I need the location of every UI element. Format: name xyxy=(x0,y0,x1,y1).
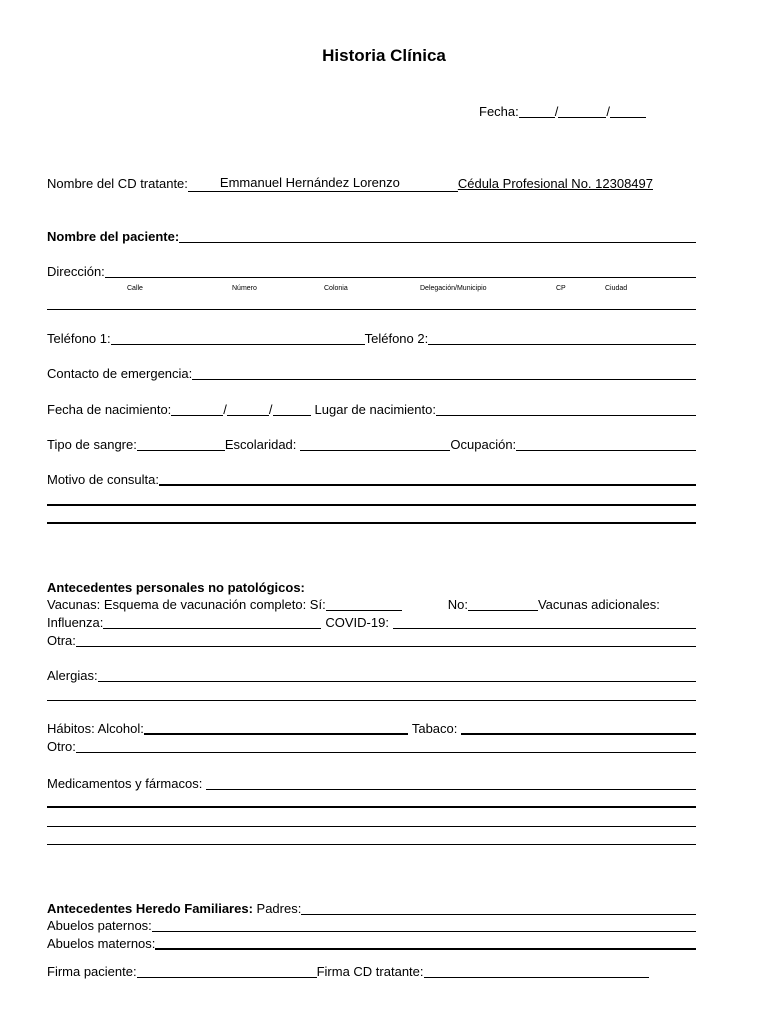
phone2-label: Teléfono 2: xyxy=(364,331,429,346)
reason-line-3[interactable] xyxy=(47,522,696,524)
blood-type-label: Tipo de sangre: xyxy=(47,437,137,452)
birth-separator: / xyxy=(268,402,273,417)
allergies-field[interactable] xyxy=(98,669,696,682)
vaccines-row xyxy=(47,597,696,613)
alcohol-label: Hábitos: Alcohol: xyxy=(47,721,144,736)
address-sub-zip: CP xyxy=(556,285,566,292)
habits-row xyxy=(47,721,696,737)
allergies-row xyxy=(47,668,696,684)
dentist-signature-field[interactable] xyxy=(424,965,649,978)
covid-field[interactable] xyxy=(393,616,696,629)
birthplace-field[interactable] xyxy=(436,403,696,416)
dentist-label: Nombre del CD tratante: xyxy=(47,176,188,191)
patient-name-row xyxy=(47,229,696,245)
reason-field[interactable] xyxy=(159,472,696,486)
date-day-field[interactable] xyxy=(519,105,555,118)
covid-label: COVID-19: xyxy=(325,615,389,630)
medications-line-2[interactable] xyxy=(47,806,696,808)
signatures-row xyxy=(47,964,649,980)
paternal-grandparents-field[interactable] xyxy=(152,919,696,932)
paternal-grandparents-row xyxy=(47,918,696,934)
birthdate-label: Fecha de nacimiento: xyxy=(47,402,172,417)
other-vaccine-field[interactable] xyxy=(76,634,696,647)
blood-type-field[interactable] xyxy=(137,438,225,451)
influenza-label: Influenza: xyxy=(47,615,104,630)
emergency-field[interactable] xyxy=(192,367,696,380)
medications-row xyxy=(47,776,696,792)
dentist-signature-label: Firma CD tratante: xyxy=(316,964,424,979)
birthplace-label: Lugar de nacimiento: xyxy=(314,402,436,417)
phone2-field[interactable] xyxy=(428,332,696,345)
license-number: Cédula Profesional No. 12308497 xyxy=(457,176,653,191)
family-history-heading: Antecedentes Heredo Familiares: xyxy=(47,901,253,916)
birth-day-field[interactable] xyxy=(171,403,223,416)
non-pathological-heading: Antecedentes personales no patológicos: xyxy=(47,580,305,595)
patient-signature-field[interactable] xyxy=(137,965,317,978)
reason-label: Motivo de consulta: xyxy=(47,472,160,487)
emergency-row xyxy=(47,366,696,382)
education-field[interactable] xyxy=(300,438,450,451)
date-row xyxy=(479,104,679,120)
occupation-field[interactable] xyxy=(516,438,696,451)
vaccines-label: Vacunas: Esquema de vacunación completo: Sí: xyxy=(47,597,326,612)
address-line-2[interactable] xyxy=(47,309,696,310)
address-sub-municipality: Delegación/Municipio xyxy=(420,285,487,292)
medications-field[interactable] xyxy=(206,777,696,790)
phone-row xyxy=(47,331,696,347)
medications-label: Medicamentos y fármacos: xyxy=(47,776,203,791)
tobacco-label: Tabaco: xyxy=(411,721,458,736)
birth-year-field[interactable] xyxy=(273,403,311,416)
date-label: Fecha: xyxy=(479,104,519,119)
other-habit-row xyxy=(47,739,696,755)
address-sub-city: Ciudad xyxy=(605,285,628,292)
phone1-label: Teléfono 1: xyxy=(47,331,111,346)
vaccines-no-field[interactable] xyxy=(468,598,538,611)
maternal-grandparents-field[interactable] xyxy=(155,936,696,950)
date-month-field[interactable] xyxy=(558,105,606,118)
other-vaccine-row xyxy=(47,633,696,649)
maternal-grandparents-label: Abuelos maternos: xyxy=(47,936,156,951)
birth-row xyxy=(47,402,696,418)
dentist-row xyxy=(47,175,696,192)
non-pathological-heading-row xyxy=(47,580,696,596)
date-year-field[interactable] xyxy=(610,105,646,118)
patient-name-field[interactable] xyxy=(179,230,696,243)
emergency-label: Contacto de emergencia: xyxy=(47,366,193,381)
other-habit-label: Otro: xyxy=(47,739,76,754)
vaccines-no-label: No: xyxy=(447,597,468,612)
other-habit-field[interactable] xyxy=(76,740,696,753)
address-sub-neighborhood: Colonia xyxy=(324,285,348,292)
allergies-line-2[interactable] xyxy=(47,700,696,701)
additional-vaccines-label: Vacunas adicionales: xyxy=(537,597,660,612)
alcohol-field[interactable] xyxy=(144,721,408,735)
other-vaccine-label: Otra: xyxy=(47,633,76,648)
address-row xyxy=(47,264,696,280)
birth-separator: / xyxy=(223,402,227,417)
date-separator: / xyxy=(606,104,610,119)
reason-row xyxy=(47,472,696,488)
address-label: Dirección: xyxy=(47,264,105,279)
medications-line-4[interactable] xyxy=(47,844,696,845)
vaccines-yes-field[interactable] xyxy=(326,598,402,611)
influenza-field[interactable] xyxy=(103,616,321,629)
paternal-grandparents-label: Abuelos paternos: xyxy=(47,918,152,933)
maternal-grandparents-row xyxy=(47,936,696,952)
patient-name-label: Nombre del paciente: xyxy=(47,229,180,244)
allergies-label: Alergias: xyxy=(47,668,98,683)
dentist-name: Emmanuel Hernández Lorenzo xyxy=(188,175,458,192)
occupation-label: Ocupación: xyxy=(450,437,517,452)
birth-month-field[interactable] xyxy=(227,403,269,416)
phone1-field[interactable] xyxy=(111,332,365,345)
reason-line-2[interactable] xyxy=(47,504,696,506)
medications-line-3[interactable] xyxy=(47,826,696,827)
parents-field[interactable] xyxy=(301,902,696,915)
patient-signature-label: Firma paciente: xyxy=(47,964,137,979)
education-label: Escolaridad: xyxy=(224,437,297,452)
page-title: Historia Clínica xyxy=(322,46,446,65)
tobacco-field[interactable] xyxy=(461,721,696,735)
parents-label: Padres: xyxy=(252,901,302,916)
personal-data-row xyxy=(47,437,696,453)
address-sub-street: Calle xyxy=(127,285,143,292)
influenza-row xyxy=(47,615,696,631)
family-history-row xyxy=(47,901,696,917)
address-sub-number: Número xyxy=(232,285,257,292)
date-separator: / xyxy=(554,104,559,119)
address-field[interactable] xyxy=(105,265,696,278)
